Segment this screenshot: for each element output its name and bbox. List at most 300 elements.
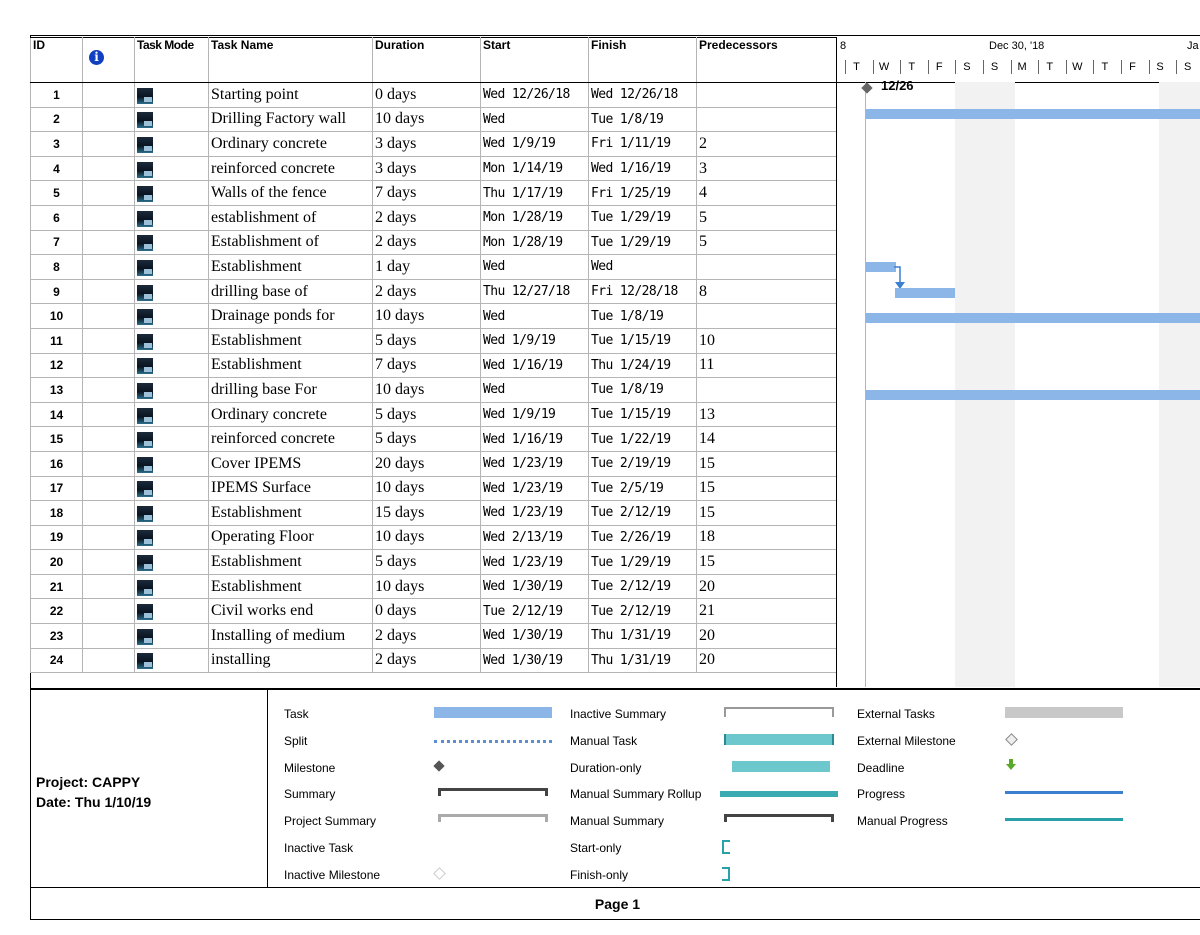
task-start[interactable]: Wed 1/30/19	[481, 648, 589, 673]
task-predecessors[interactable]: 4	[697, 181, 837, 206]
task-finish[interactable]: Tue 1/15/19	[589, 328, 697, 353]
task-predecessors[interactable]: 13	[697, 402, 837, 427]
task-start[interactable]: Wed 1/16/19	[481, 427, 589, 452]
legend-label: Manual Summary Rollup	[570, 787, 702, 801]
auto-scheduled-icon	[137, 211, 153, 227]
task-finish[interactable]: Thu 1/31/19	[589, 648, 697, 673]
task-mode-cell[interactable]	[135, 378, 209, 403]
task-duration[interactable]: 5 days	[373, 328, 481, 353]
indicator-cell[interactable]	[83, 476, 135, 501]
task-id[interactable]: 13	[31, 378, 83, 403]
task-duration[interactable]: 2 days	[373, 624, 481, 649]
task-predecessors[interactable]: 20	[697, 574, 837, 599]
task-predecessors[interactable]: 15	[697, 451, 837, 476]
task-duration[interactable]: 2 days	[373, 648, 481, 673]
task-start[interactable]: Wed 12/26/18	[481, 83, 589, 108]
task-mode-cell[interactable]	[135, 328, 209, 353]
task-row[interactable]	[31, 107, 837, 132]
task-name[interactable]: Establishment	[209, 353, 373, 378]
task-finish[interactable]: Tue 2/26/19	[589, 525, 697, 550]
task-duration[interactable]: 10 days	[373, 476, 481, 501]
legend-label: Milestone	[284, 761, 336, 775]
task-bar[interactable]	[866, 109, 1200, 119]
task-finish[interactable]: Tue 1/8/19	[589, 107, 697, 132]
task-duration[interactable]: 5 days	[373, 550, 481, 575]
task-start[interactable]: Wed 1/9/19	[481, 402, 589, 427]
task-predecessors[interactable]	[697, 378, 837, 403]
legend-inactive-summary-symbol	[724, 707, 834, 717]
task-predecessors[interactable]	[697, 107, 837, 132]
indicator-cell[interactable]	[83, 328, 135, 353]
task-row[interactable]	[31, 328, 837, 353]
task-duration[interactable]: 5 days	[373, 402, 481, 427]
task-mode-cell[interactable]	[135, 648, 209, 673]
task-start[interactable]: Thu 12/27/18	[481, 279, 589, 304]
indicator-cell[interactable]	[83, 156, 135, 181]
task-mode-cell[interactable]	[135, 599, 209, 624]
task-rows	[31, 83, 837, 673]
timescale-day: W	[1066, 60, 1088, 74]
task-finish[interactable]: Wed	[589, 255, 697, 280]
task-row[interactable]	[31, 599, 837, 624]
legend-divider	[267, 690, 268, 888]
legend-manual-progress-symbol	[1005, 818, 1123, 821]
indicator-cell[interactable]	[83, 574, 135, 599]
task-id[interactable]: 10	[31, 304, 83, 329]
task-id[interactable]: 19	[31, 525, 83, 550]
task-mode-cell[interactable]	[135, 132, 209, 157]
task-predecessors[interactable]: 20	[697, 648, 837, 673]
task-duration[interactable]: 0 days	[373, 599, 481, 624]
legend-summary-symbol	[438, 788, 548, 796]
task-id[interactable]: 1	[31, 83, 83, 108]
timescale-day: F	[1121, 60, 1143, 74]
task-duration[interactable]: 7 days	[373, 353, 481, 378]
task-row[interactable]	[31, 279, 837, 304]
task-start[interactable]: Wed	[481, 107, 589, 132]
auto-scheduled-icon	[137, 506, 153, 522]
task-id[interactable]: 18	[31, 501, 83, 526]
task-finish[interactable]: Tue 2/12/19	[589, 574, 697, 599]
task-finish[interactable]: Thu 1/31/19	[589, 624, 697, 649]
task-bar[interactable]	[895, 288, 955, 298]
task-mode-cell[interactable]	[135, 156, 209, 181]
task-predecessors[interactable]: 15	[697, 501, 837, 526]
task-finish[interactable]: Wed 1/16/19	[589, 156, 697, 181]
task-start[interactable]: Mon 1/28/19	[481, 230, 589, 255]
task-id[interactable]: 8	[31, 255, 83, 280]
auto-scheduled-icon	[137, 457, 153, 473]
indicator-cell[interactable]	[83, 353, 135, 378]
task-row[interactable]	[31, 230, 837, 255]
indicator-cell[interactable]	[83, 205, 135, 230]
task-id[interactable]: 12	[31, 353, 83, 378]
column-header-start[interactable]: Start	[481, 38, 589, 83]
task-predecessors[interactable]: 20	[697, 624, 837, 649]
task-row[interactable]	[31, 255, 837, 280]
task-predecessors[interactable]: 21	[697, 599, 837, 624]
indicator-cell[interactable]	[83, 107, 135, 132]
task-id[interactable]: 21	[31, 574, 83, 599]
auto-scheduled-icon	[137, 432, 153, 448]
task-duration[interactable]: 15 days	[373, 501, 481, 526]
task-name[interactable]: installing	[209, 648, 373, 673]
task-mode-cell[interactable]	[135, 230, 209, 255]
task-start[interactable]: Wed 1/23/19	[481, 550, 589, 575]
task-mode-cell[interactable]	[135, 255, 209, 280]
task-start[interactable]: Wed 1/30/19	[481, 574, 589, 599]
task-name[interactable]: drilling base For	[209, 378, 373, 403]
task-finish[interactable]: Tue 1/8/19	[589, 304, 697, 329]
task-name[interactable]: Establishment	[209, 550, 373, 575]
timescale-day: F	[928, 60, 950, 74]
task-row[interactable]	[31, 205, 837, 230]
task-start[interactable]: Wed 1/9/19	[481, 328, 589, 353]
task-duration[interactable]: 7 days	[373, 181, 481, 206]
indicator-cell[interactable]	[83, 378, 135, 403]
legend-label: External Tasks	[857, 707, 935, 721]
task-row[interactable]	[31, 550, 837, 575]
auto-scheduled-icon	[137, 162, 153, 178]
task-row[interactable]	[31, 378, 837, 403]
task-predecessors[interactable]: 8	[697, 279, 837, 304]
task-predecessors[interactable]: 15	[697, 550, 837, 575]
task-row[interactable]	[31, 427, 837, 452]
task-duration[interactable]: 3 days	[373, 132, 481, 157]
task-start[interactable]: Wed 1/16/19	[481, 353, 589, 378]
task-name[interactable]: Cover IPEMS	[209, 451, 373, 476]
indicator-cell[interactable]	[83, 132, 135, 157]
auto-scheduled-icon	[137, 629, 153, 645]
timescale-day: S	[983, 60, 1005, 74]
task-predecessors[interactable]: 2	[697, 132, 837, 157]
task-duration[interactable]: 5 days	[373, 427, 481, 452]
legend-external-milestone-symbol	[1005, 733, 1018, 746]
task-finish[interactable]: Tue 1/8/19	[589, 378, 697, 403]
task-id[interactable]: 4	[31, 156, 83, 181]
task-finish[interactable]: Tue 2/5/19	[589, 476, 697, 501]
auto-scheduled-icon	[137, 285, 153, 301]
legend-label: Finish-only	[570, 868, 629, 882]
task-row[interactable]	[31, 451, 837, 476]
task-name[interactable]: Establishment	[209, 255, 373, 280]
task-name[interactable]: Starting point	[209, 83, 373, 108]
timescale-left-label: 8	[840, 40, 847, 52]
timescale-day: S	[1176, 60, 1198, 74]
task-predecessors[interactable]: 3	[697, 156, 837, 181]
legend-external-tasks-symbol	[1005, 707, 1123, 718]
legend-label: Deadline	[857, 761, 905, 775]
task-id[interactable]: 7	[31, 230, 83, 255]
task-finish[interactable]: Wed 12/26/18	[589, 83, 697, 108]
task-id[interactable]: 11	[31, 328, 83, 353]
timescale-header	[837, 37, 1200, 83]
task-start[interactable]: Wed	[481, 304, 589, 329]
task-name[interactable]: Operating Floor	[209, 525, 373, 550]
auto-scheduled-icon	[137, 88, 153, 104]
task-bar[interactable]	[866, 313, 1200, 323]
timescale-day: W	[873, 60, 895, 74]
task-start[interactable]: Mon 1/14/19	[481, 156, 589, 181]
weekend-shade	[1159, 82, 1200, 687]
task-finish[interactable]: Fri 12/28/18	[589, 279, 697, 304]
task-start[interactable]: Wed	[481, 255, 589, 280]
task-name[interactable]: IPEMS Surface	[209, 476, 373, 501]
task-finish[interactable]: Thu 1/24/19	[589, 353, 697, 378]
task-name[interactable]: Drilling Factory wall	[209, 107, 373, 132]
auto-scheduled-icon	[137, 260, 153, 276]
column-header-task-mode[interactable]: Task Mode	[135, 38, 209, 83]
legend-label: Inactive Task	[284, 841, 354, 855]
task-duration[interactable]: 0 days	[373, 83, 481, 108]
indicator-cell[interactable]	[83, 255, 135, 280]
legend-label: External Milestone	[857, 734, 956, 748]
indicator-cell[interactable]	[83, 304, 135, 329]
task-duration[interactable]: 10 days	[373, 304, 481, 329]
task-id[interactable]: 16	[31, 451, 83, 476]
indicator-cell[interactable]	[83, 402, 135, 427]
auto-scheduled-icon	[137, 334, 153, 350]
legend-label: Task	[284, 707, 309, 721]
timescale-day: T	[1038, 60, 1060, 74]
indicator-cell[interactable]	[83, 599, 135, 624]
timescale-day: T	[900, 60, 922, 74]
task-mode-cell[interactable]	[135, 107, 209, 132]
task-mode-cell[interactable]	[135, 501, 209, 526]
task-mode-cell[interactable]	[135, 83, 209, 108]
task-duration[interactable]: 10 days	[373, 107, 481, 132]
task-bar[interactable]	[866, 390, 1200, 400]
task-start[interactable]: Wed 1/23/19	[481, 476, 589, 501]
project-name: Project: CAPPY	[36, 774, 141, 790]
task-row[interactable]	[31, 156, 837, 181]
column-header-task-name[interactable]: Task Name	[209, 38, 373, 83]
task-finish[interactable]: Fri 1/11/19	[589, 132, 697, 157]
deadline-arrow-icon	[1005, 759, 1017, 771]
task-id[interactable]: 15	[31, 427, 83, 452]
project-info	[36, 772, 151, 812]
task-finish[interactable]: Tue 1/22/19	[589, 427, 697, 452]
column-header-id[interactable]: ID	[31, 38, 83, 83]
task-id[interactable]: 14	[31, 402, 83, 427]
task-finish[interactable]: Tue 1/29/19	[589, 205, 697, 230]
task-finish[interactable]: Tue 2/12/19	[589, 501, 697, 526]
task-predecessors[interactable]: 5	[697, 230, 837, 255]
task-row[interactable]	[31, 304, 837, 329]
task-name[interactable]: Drainage ponds for	[209, 304, 373, 329]
task-start[interactable]: Mon 1/28/19	[481, 205, 589, 230]
task-mode-cell[interactable]	[135, 279, 209, 304]
legend-label: Duration-only	[570, 761, 642, 775]
task-mode-cell[interactable]	[135, 402, 209, 427]
task-name[interactable]: drilling base of	[209, 279, 373, 304]
task-name[interactable]: reinforced concrete	[209, 427, 373, 452]
task-finish[interactable]: Tue 1/15/19	[589, 402, 697, 427]
info-icon: i	[89, 50, 104, 65]
task-predecessors[interactable]: 5	[697, 205, 837, 230]
task-finish[interactable]: Tue 2/19/19	[589, 451, 697, 476]
task-table	[30, 37, 837, 673]
indicator-cell[interactable]	[83, 427, 135, 452]
timescale-day: T	[1093, 60, 1115, 74]
task-predecessors[interactable]: 18	[697, 525, 837, 550]
task-duration[interactable]: 2 days	[373, 205, 481, 230]
task-id[interactable]: 6	[31, 205, 83, 230]
task-name[interactable]: Installing of medium	[209, 624, 373, 649]
task-duration[interactable]: 20 days	[373, 451, 481, 476]
task-name[interactable]: establishment of	[209, 205, 373, 230]
task-mode-cell[interactable]	[135, 427, 209, 452]
column-header-indicators[interactable]	[83, 38, 135, 83]
legend-label: Split	[284, 734, 308, 748]
task-id[interactable]: 5	[31, 181, 83, 206]
task-duration[interactable]: 10 days	[373, 378, 481, 403]
task-row[interactable]	[31, 624, 837, 649]
column-header-predecessors[interactable]: Predecessors	[697, 38, 837, 83]
task-id[interactable]: 9	[31, 279, 83, 304]
task-name[interactable]: Establishment of	[209, 230, 373, 255]
task-row[interactable]	[31, 476, 837, 501]
legend-label: Inactive Milestone	[284, 868, 381, 882]
task-row[interactable]	[31, 648, 837, 673]
task-name[interactable]: Ordinary concrete	[209, 132, 373, 157]
legend-progress-symbol	[1005, 791, 1123, 794]
indicator-cell[interactable]	[83, 279, 135, 304]
task-mode-cell[interactable]	[135, 476, 209, 501]
task-duration[interactable]: 1 day	[373, 255, 481, 280]
indicator-cell[interactable]	[83, 648, 135, 673]
task-id[interactable]: 23	[31, 624, 83, 649]
task-id[interactable]: 22	[31, 599, 83, 624]
task-row[interactable]	[31, 574, 837, 599]
task-row[interactable]	[31, 501, 837, 526]
task-row[interactable]	[31, 132, 837, 157]
task-row[interactable]	[31, 181, 837, 206]
task-name[interactable]: Establishment	[209, 328, 373, 353]
task-mode-cell[interactable]	[135, 525, 209, 550]
indicator-cell[interactable]	[83, 624, 135, 649]
task-name[interactable]: Ordinary concrete	[209, 402, 373, 427]
task-finish[interactable]: Tue 1/29/19	[589, 550, 697, 575]
task-predecessors[interactable]: 14	[697, 427, 837, 452]
task-name[interactable]: Establishment	[209, 501, 373, 526]
auto-scheduled-icon	[137, 530, 153, 546]
task-start[interactable]: Wed	[481, 378, 589, 403]
task-finish[interactable]: Tue 2/12/19	[589, 599, 697, 624]
task-duration[interactable]: 2 days	[373, 279, 481, 304]
task-predecessors[interactable]	[697, 255, 837, 280]
task-mode-cell[interactable]	[135, 181, 209, 206]
task-id[interactable]: 2	[31, 107, 83, 132]
task-name[interactable]: Civil works end	[209, 599, 373, 624]
task-row[interactable]	[31, 353, 837, 378]
task-predecessors[interactable]	[697, 304, 837, 329]
auto-scheduled-icon	[137, 383, 153, 399]
task-row[interactable]	[31, 402, 837, 427]
indicator-cell[interactable]	[83, 83, 135, 108]
task-predecessors[interactable]: 11	[697, 353, 837, 378]
task-start[interactable]: Wed 2/13/19	[481, 525, 589, 550]
task-start[interactable]: Wed 1/23/19	[481, 451, 589, 476]
legend-label: Manual Task	[570, 734, 638, 748]
gridline	[865, 82, 866, 687]
task-name[interactable]: Establishment	[209, 574, 373, 599]
task-mode-cell[interactable]	[135, 451, 209, 476]
task-duration[interactable]: 10 days	[373, 525, 481, 550]
task-row[interactable]	[31, 525, 837, 550]
legend-finish-only-symbol	[722, 867, 730, 881]
weekend-shade	[955, 82, 1015, 687]
indicator-cell[interactable]	[83, 501, 135, 526]
task-mode-cell[interactable]	[135, 624, 209, 649]
indicator-cell[interactable]	[83, 525, 135, 550]
task-predecessors[interactable]: 15	[697, 476, 837, 501]
task-duration[interactable]: 2 days	[373, 230, 481, 255]
task-duration[interactable]: 3 days	[373, 156, 481, 181]
auto-scheduled-icon	[137, 186, 153, 202]
task-id[interactable]: 17	[31, 476, 83, 501]
task-duration[interactable]: 10 days	[373, 574, 481, 599]
legend	[30, 688, 1200, 888]
task-mode-cell[interactable]	[135, 574, 209, 599]
indicator-cell[interactable]	[83, 230, 135, 255]
task-finish[interactable]: Tue 1/29/19	[589, 230, 697, 255]
task-finish[interactable]: Fri 1/25/19	[589, 181, 697, 206]
task-mode-cell[interactable]	[135, 304, 209, 329]
task-mode-cell[interactable]	[135, 205, 209, 230]
task-id[interactable]: 3	[31, 132, 83, 157]
task-name[interactable]: reinforced concrete	[209, 156, 373, 181]
legend-label: Progress	[857, 787, 906, 801]
legend-label: Project Summary	[284, 814, 377, 828]
task-start[interactable]: Wed 1/30/19	[481, 624, 589, 649]
indicator-cell[interactable]	[83, 451, 135, 476]
task-mode-cell[interactable]	[135, 550, 209, 575]
task-predecessors[interactable]: 10	[697, 328, 837, 353]
auto-scheduled-icon	[137, 112, 153, 128]
table-header-row	[31, 38, 837, 83]
legend-start-only-symbol	[722, 840, 730, 854]
timescale-day: T	[845, 60, 867, 74]
task-predecessors[interactable]	[697, 83, 837, 108]
task-start[interactable]: Wed 1/23/19	[481, 501, 589, 526]
indicator-cell[interactable]	[83, 181, 135, 206]
task-start[interactable]: Wed 1/9/19	[481, 132, 589, 157]
timescale-day: S	[955, 60, 977, 74]
auto-scheduled-icon	[137, 604, 153, 620]
milestone-diamond[interactable]	[861, 82, 872, 93]
column-header-finish[interactable]: Finish	[589, 38, 697, 83]
task-mode-cell[interactable]	[135, 353, 209, 378]
legend-manual-summary-symbol	[724, 814, 834, 822]
legend-split-symbol	[434, 740, 552, 743]
dependency-arrow	[892, 266, 906, 290]
task-start[interactable]: Tue 2/12/19	[481, 599, 589, 624]
task-row[interactable]	[31, 83, 837, 108]
timescale-week-label: Dec 30, '18	[989, 40, 1045, 52]
auto-scheduled-icon	[137, 137, 153, 153]
milestone-date-label: 12/26	[881, 78, 914, 93]
task-start[interactable]: Thu 1/17/19	[481, 181, 589, 206]
task-id[interactable]: 24	[31, 648, 83, 673]
auto-scheduled-icon	[137, 653, 153, 669]
timescale-right-label: Ja	[1187, 40, 1199, 52]
legend-label: Manual Progress	[857, 814, 948, 828]
task-name[interactable]: Walls of the fence	[209, 181, 373, 206]
column-header-duration[interactable]: Duration	[373, 38, 481, 83]
indicator-cell[interactable]	[83, 550, 135, 575]
task-id[interactable]: 20	[31, 550, 83, 575]
